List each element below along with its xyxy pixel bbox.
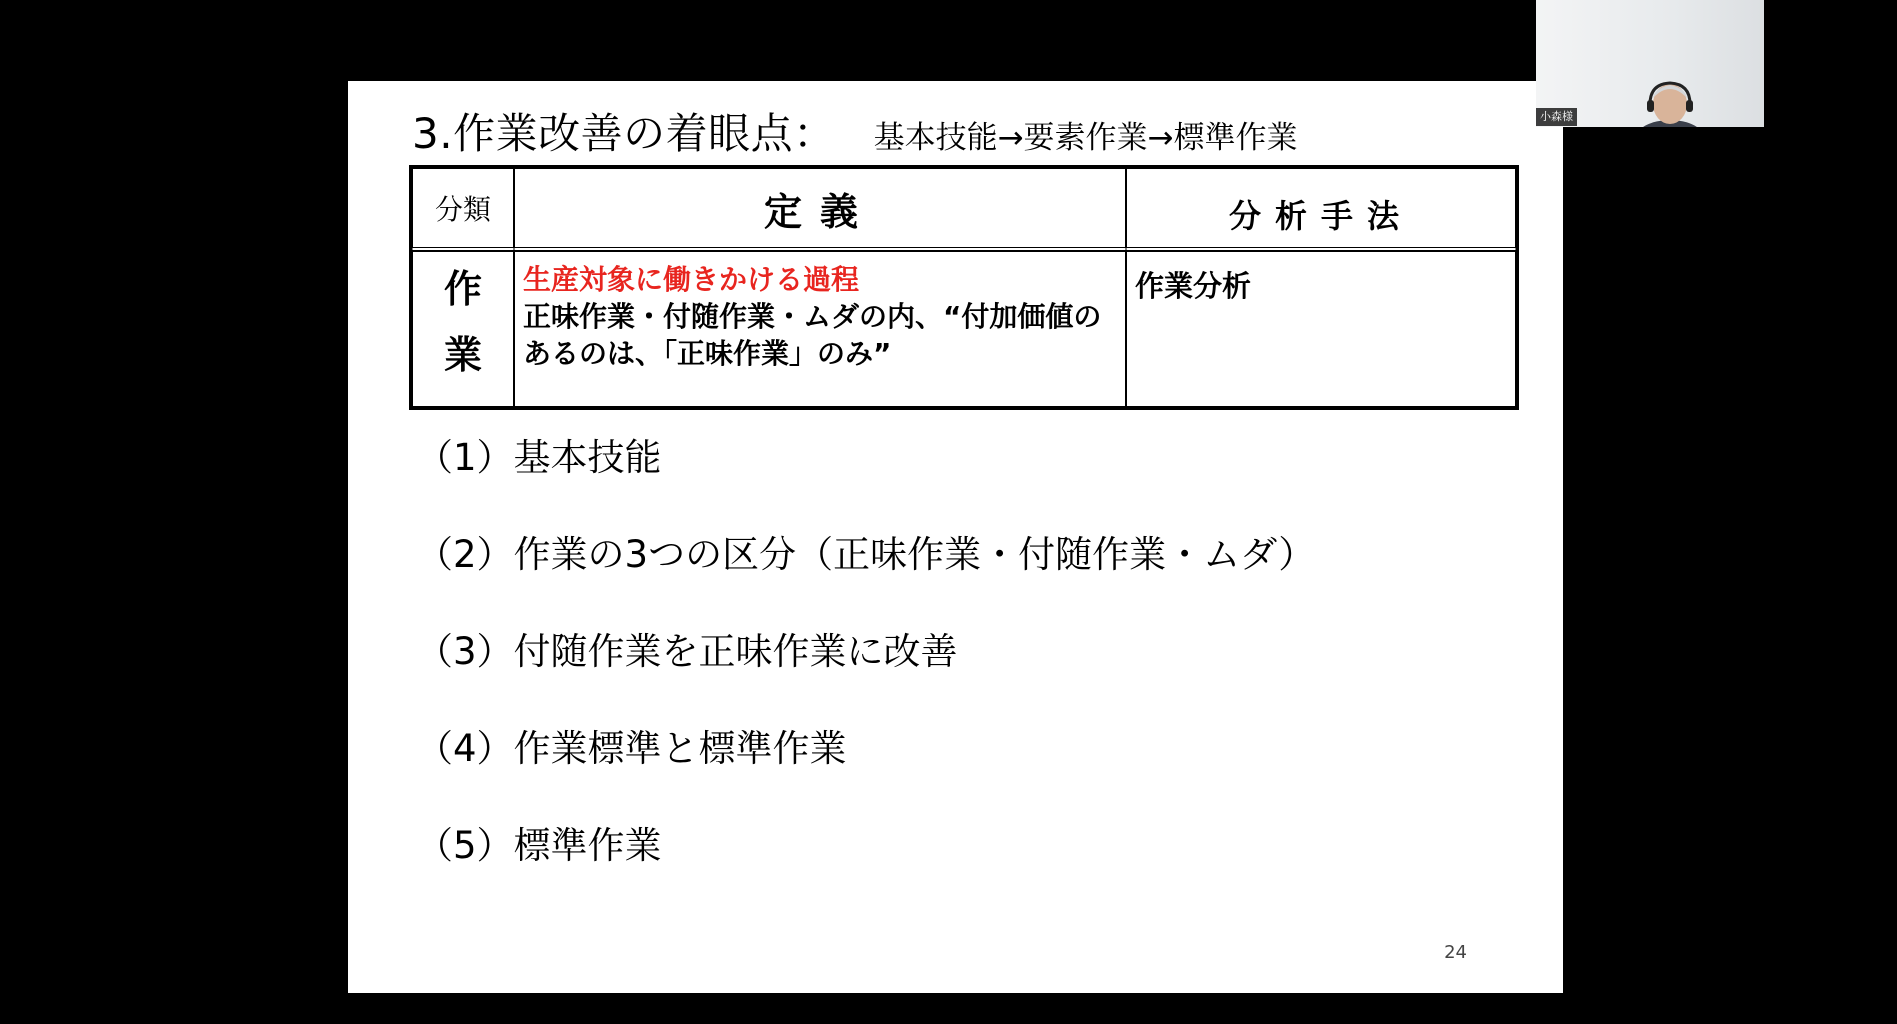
slide-title: [412, 101, 1298, 161]
header-classification: 分類: [412, 168, 514, 251]
participant-video-icon: [1635, 78, 1705, 127]
participant-video-tile[interactable]: [1536, 0, 1764, 127]
list-item: （1）基本技能: [416, 436, 662, 479]
classification-char-2: 業: [443, 333, 482, 377]
definition-text-line-2: あるのは、「正味作業」のみ”: [523, 337, 892, 370]
list-item: （3）付随作業を正味作業に改善: [416, 630, 958, 673]
classification-char-1: 作: [443, 267, 482, 311]
topic-list: [416, 427, 1315, 912]
cell-classification: [412, 251, 514, 407]
header-method: 分析手法: [1126, 168, 1516, 251]
cell-definition: [514, 251, 1126, 407]
table-header-row: [412, 168, 1516, 251]
slide-subtitle: 基本技能→要素作業→標準作業: [873, 120, 1298, 156]
cell-method: 作業分析: [1126, 251, 1516, 407]
list-item: （2）作業の3つの区分（正味作業・付随作業・ムダ）: [416, 533, 1316, 576]
slide-title-main: 3.作業改善の着眼点：: [412, 109, 836, 158]
definition-highlight: 生産対象に働きかける過程: [523, 263, 860, 296]
shared-slide: [348, 81, 1563, 993]
list-item: （5）標準作業: [416, 824, 662, 867]
table-row: [412, 251, 1516, 407]
definition-text-line-1: 正味作業・付随作業・ムダの内、“付加価値の: [523, 300, 1102, 333]
page-number: 24: [1444, 942, 1467, 963]
header-definition: 定義: [514, 168, 1126, 251]
participant-name-label: 小森様: [1536, 108, 1577, 126]
list-item: （4）作業標準と標準作業: [416, 727, 847, 770]
definition-table: [409, 165, 1519, 410]
